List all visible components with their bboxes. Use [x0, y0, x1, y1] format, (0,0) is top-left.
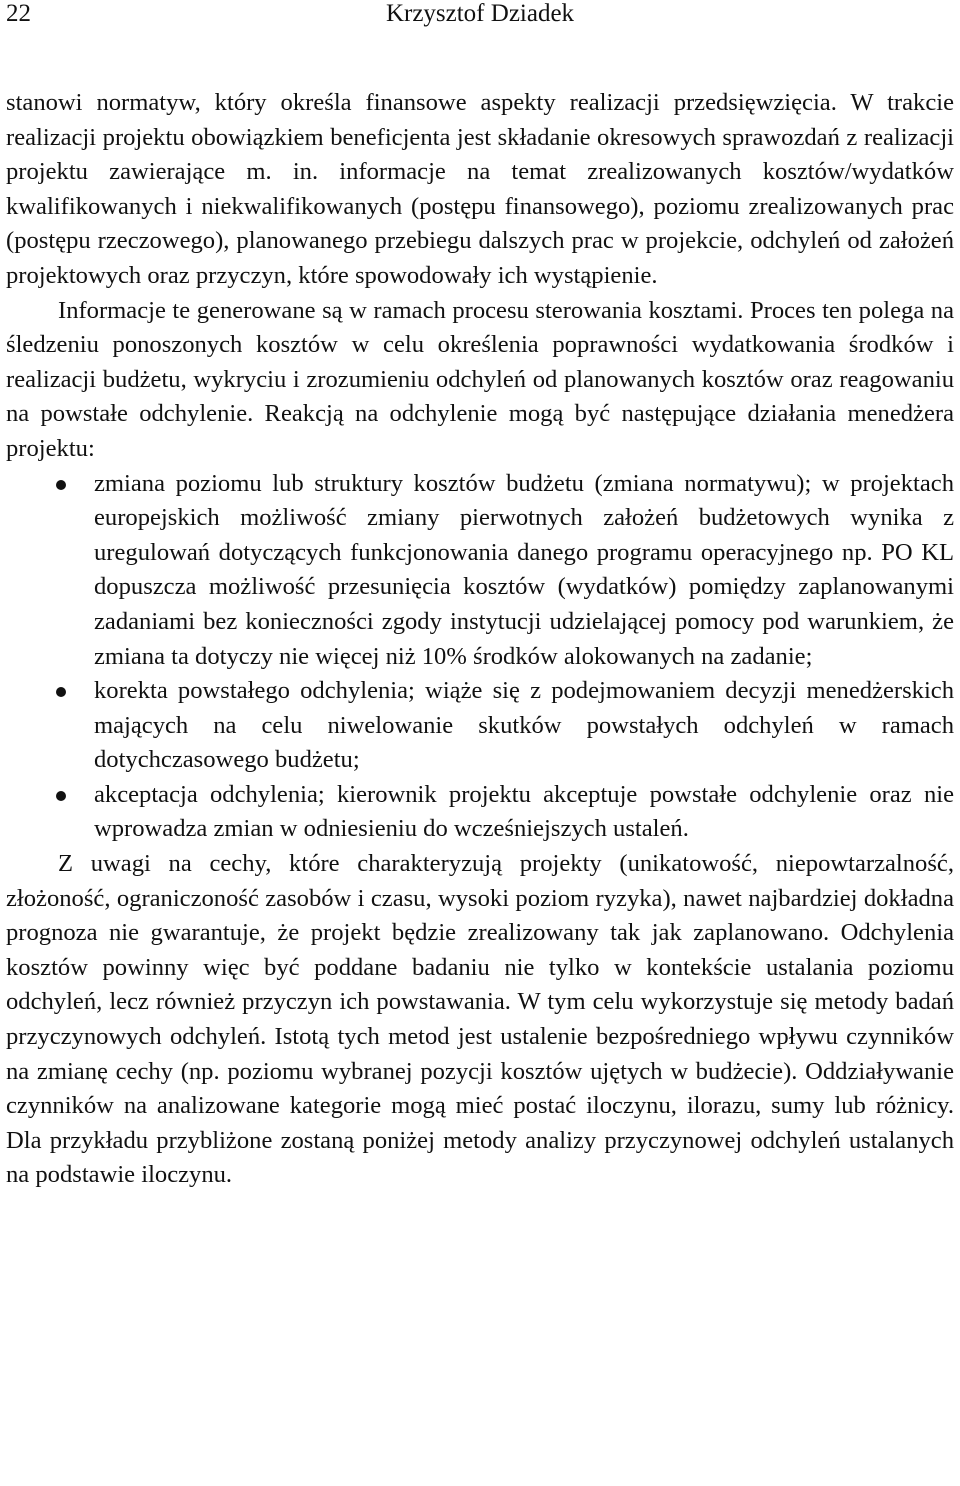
- list-item: [6, 778, 954, 847]
- bullet-list-manager-actions: [6, 467, 954, 848]
- bullet-icon: [56, 791, 66, 801]
- bullet-icon: [56, 480, 66, 490]
- bullet-icon: [56, 687, 66, 697]
- running-title-author: Krzysztof Dziadek: [385, 0, 575, 27]
- list-item: [6, 467, 954, 675]
- paragraph-cost-control: Informacje te generowane są w ramach procesu sterowania kosztami. Proces ten polega na śledzeniu ponoszonych kosztów w celu określenia poprawności wydatkowania środków i realizacji budżetu, wykryciu i zrozumieniu odchyleń od planowanych kosztów oraz reagowaniu na powstałe odchylenie. Reakcją na odchylenie mogą być następujące działania menedżera projektu:: [6, 296, 954, 462]
- body-text: [6, 86, 954, 1193]
- list-item-text: akceptacja odchylenia; kierownik projektu akceptuje powstałe odchylenie oraz nie wprowadza zmian w odniesieniu do wcześniejszych ustaleń.: [94, 780, 954, 843]
- running-header: [6, 0, 954, 30]
- list-item-text: korekta powstałego odchylenia; wiąże się z podejmowaniem decyzji menedżerskich mających na celu niwelowanie skutków powstałych odchyleń w ramach dotychczasowego budżetu;: [94, 677, 954, 774]
- page-number: 22: [6, 0, 31, 27]
- list-item: [6, 674, 954, 778]
- paragraph-causal-analysis: Z uwagi na cechy, które charakteryzują projekty (unikatowość, niepowtarzalność, złożoność, ograniczoność zasobów i czasu, wysoki poziom ryzyka), nawet najbardziej dokładna prognoza nie gwarantuje, że projekt będzie zrealizowany tak jak zaplanowano. Odchylenia kosztów powinny więc być poddane badaniu nie tylko w kontekście ustalania poziomu odchyleń, lecz również przyczyn ich powstawania. W tym celu wykorzystuje się metody badań przyczynowych odchyleń. Istotą tych metod jest ustalenie bezpośredniego wpływu czynników na zmianę cechy (np. poziomu wybranej pozycji kosztów ujętych w budżecie). Oddziaływanie czynników na analizowane kategorie mogą mieć postać iloczynu, ilorazu, sumy lub różnicy. Dla przykładu przybliżone zostaną poniżej metody analizy przyczynowej odchyleń ustalanych na podstawie iloczynu.: [6, 850, 954, 1189]
- list-item-text: zmiana poziomu lub struktury kosztów budżetu (zmiana normatywu); w projektach europejskich możliwość zmiany pierwotnych założeń budżetowych wynika z uregulowań dotyczących funkcjonowania danego programu operacyjnego np. PO KL dopuszcza możliwość przesunięcia kosztów (wydatków) pomiędzy zaplanowanymi zadaniami bez konieczności zgody instytucji udzielającej pomocy pod warunkiem, że zmiana ta dotyczy nie więcej niż 10% środków alokowanych na zadanie;: [94, 469, 954, 670]
- paragraph-continuation: stanowi normatyw, który określa finansowe aspekty realizacji przedsięwzięcia. W trakcie realizacji projektu obowiązkiem beneficjenta jest składanie okresowych sprawozdań z realizacji projektu zawierające m. in. informacje na temat zrealizowanych kosztów/wydatków kwalifikowanych i niekwalifikowanych (postępu finansowego), poziomu zrealizowanych prac (postępu rzeczowego), planowanego przebiegu dalszych prac w projekcie, odchyleń od założeń projektowych oraz przyczyn, które spowodowały ich wystąpienie.: [6, 89, 954, 289]
